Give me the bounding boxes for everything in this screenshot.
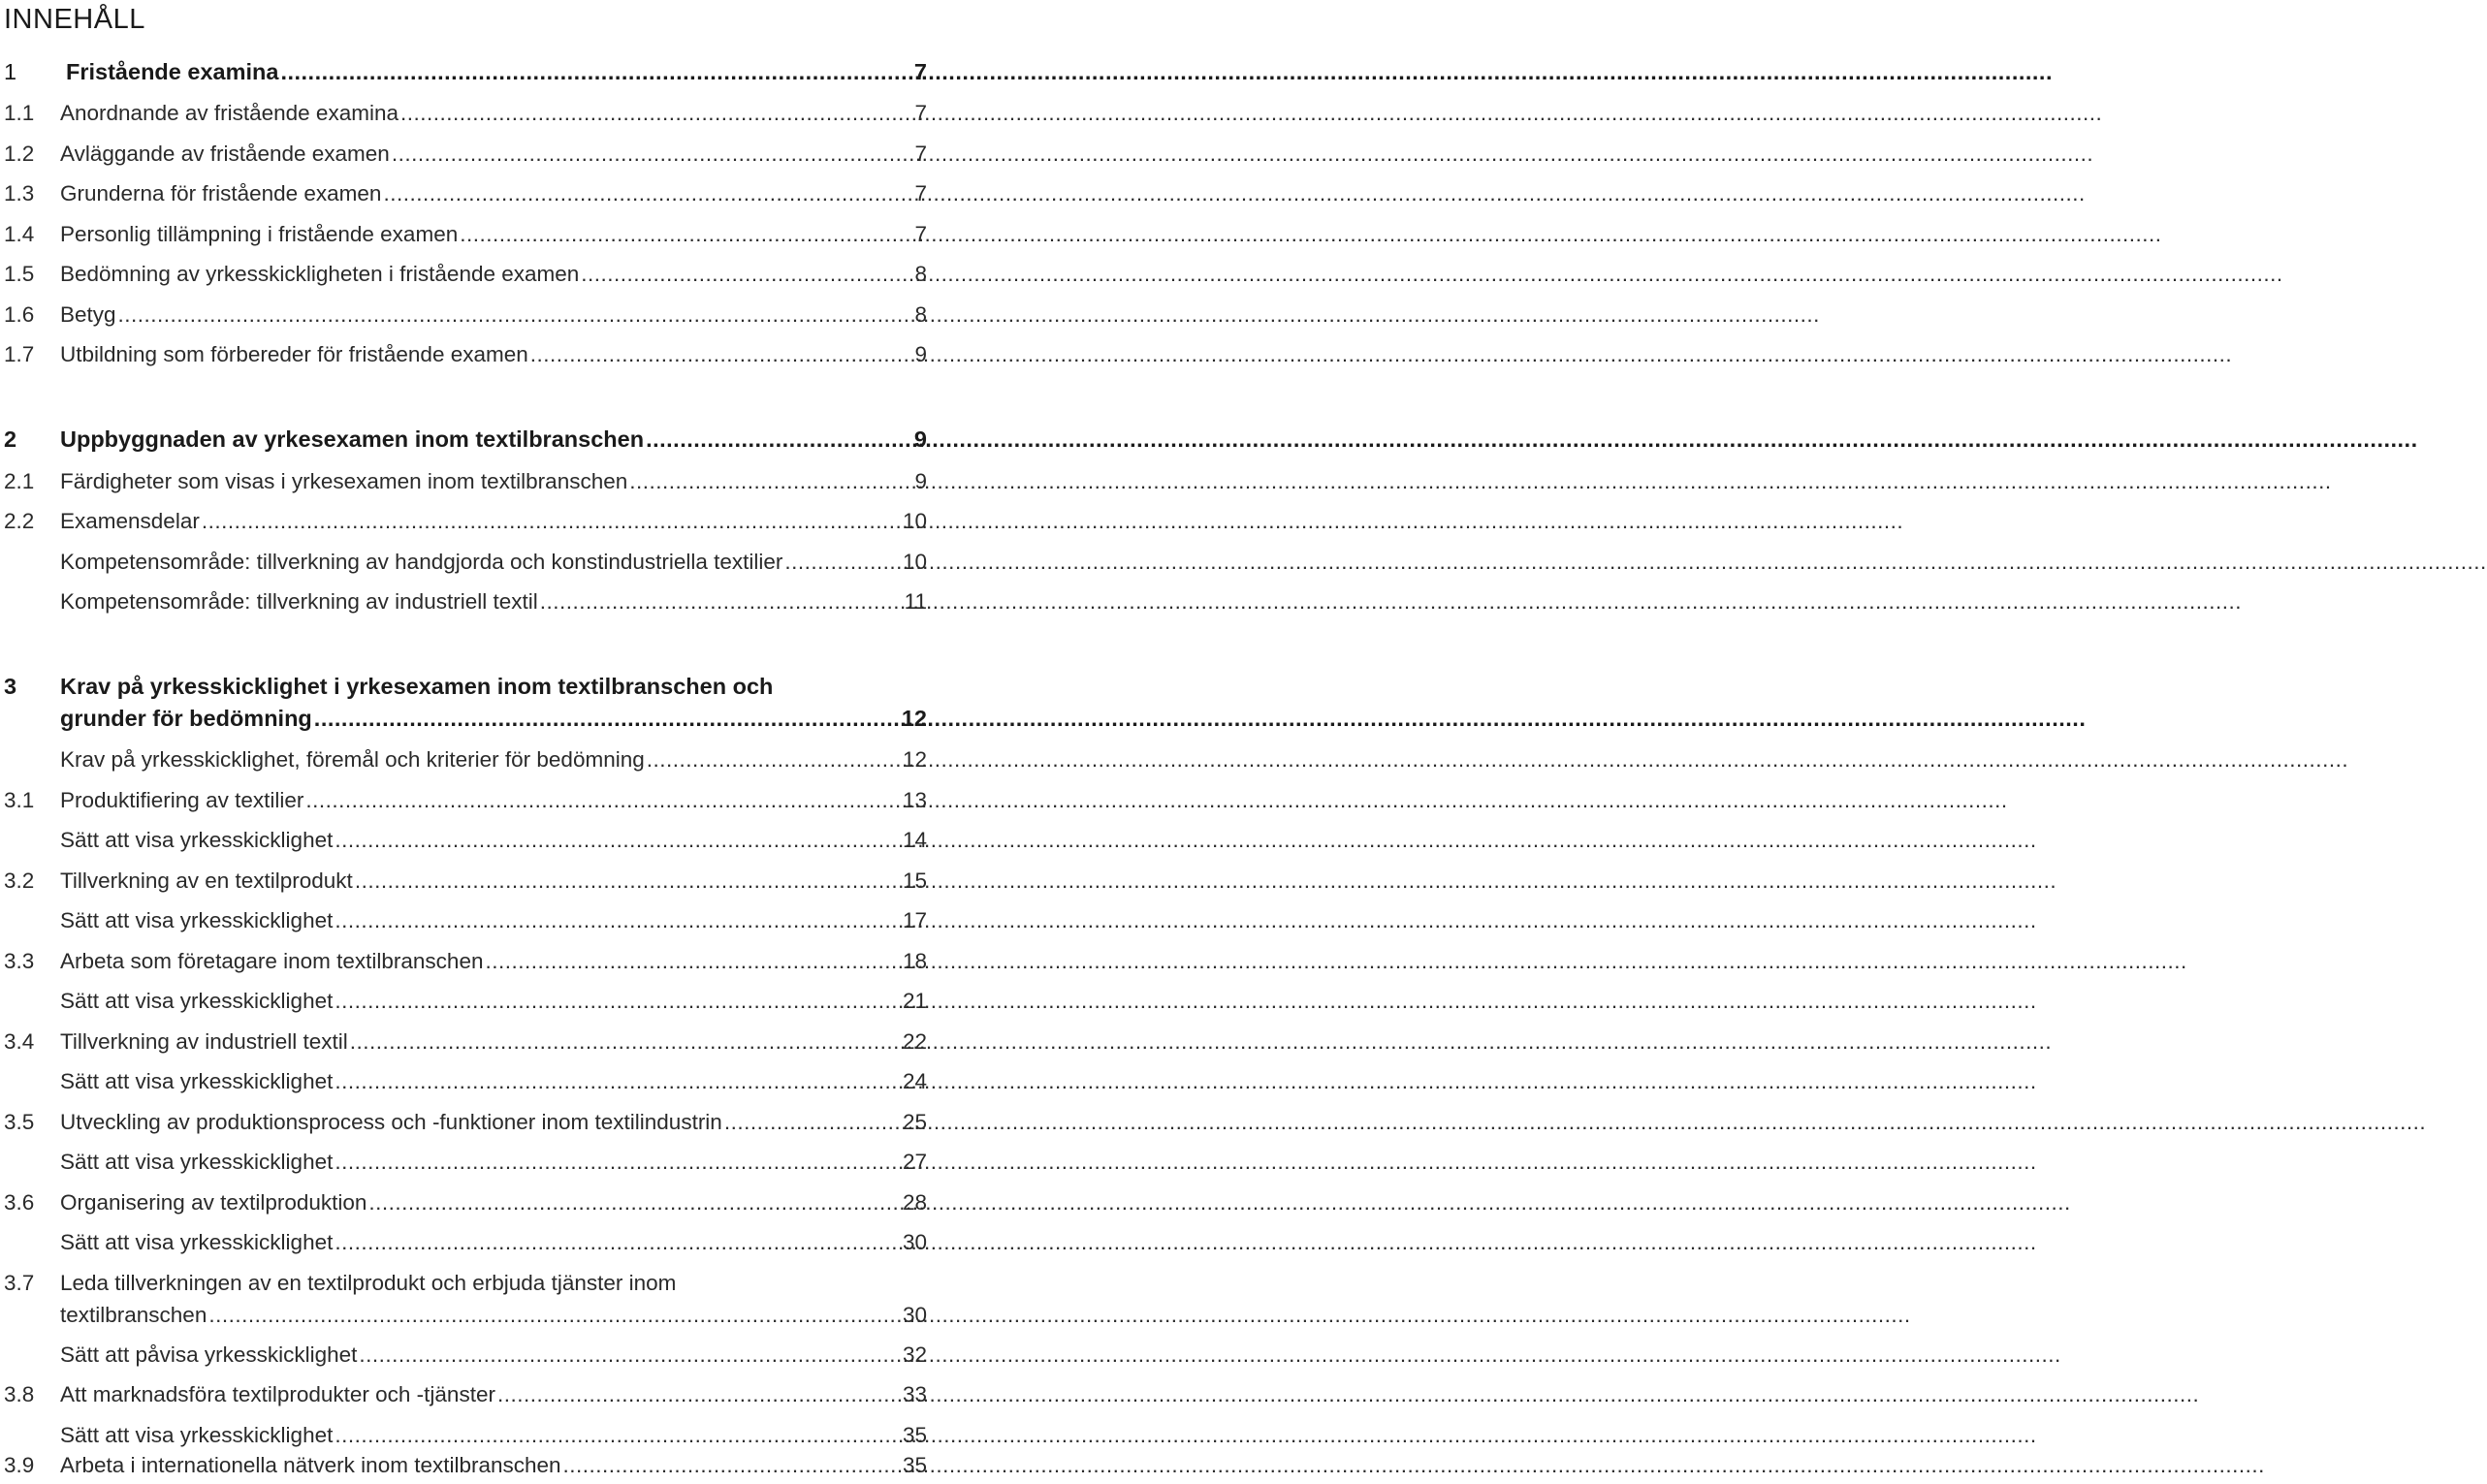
dot-leader bbox=[355, 866, 901, 897]
entry-title: textilbranschen bbox=[60, 1303, 207, 1327]
dot-leader bbox=[646, 424, 912, 455]
entry-page: 22 bbox=[902, 1029, 927, 1054]
entry-title: Tillverkning av en textilprodukt bbox=[60, 868, 353, 893]
toc-entry-satt-att-visa[interactable] bbox=[0, 1066, 927, 1097]
dot-leader bbox=[581, 259, 912, 290]
entry-number: 3.6 bbox=[4, 1190, 35, 1215]
entry-page: 9 bbox=[914, 469, 927, 493]
entry-title: Kompetensområde: tillverkning av industriell textil bbox=[60, 589, 538, 614]
dot-leader bbox=[497, 1379, 901, 1410]
entry-title: Krav på yrkesskicklighet, föremål och kriterier för bedömning bbox=[60, 747, 645, 772]
toc-entry-chapter-1[interactable] bbox=[0, 56, 927, 87]
toc-entry-1-7[interactable] bbox=[0, 339, 927, 370]
entry-number: 2.2 bbox=[4, 509, 35, 533]
entry-page: 8 bbox=[914, 262, 927, 286]
toc-entry-satt-att-visa[interactable] bbox=[0, 825, 927, 856]
dot-leader bbox=[368, 1187, 901, 1218]
toc-entry-3-6[interactable] bbox=[0, 1187, 927, 1218]
toc-entry-3-8[interactable] bbox=[0, 1379, 927, 1410]
dot-leader bbox=[335, 1066, 901, 1097]
entry-page: 10 bbox=[902, 509, 927, 533]
toc-entry-krav-kriterier[interactable] bbox=[0, 744, 927, 775]
entry-title: Utveckling av produktionsprocess och -funktioner inom textilindustrin bbox=[60, 1110, 722, 1134]
entry-page: 9 bbox=[914, 342, 927, 366]
dot-leader bbox=[335, 1147, 901, 1178]
entry-page: 7 bbox=[914, 142, 927, 166]
entry-title: Avläggande av fristående examen bbox=[60, 142, 390, 166]
entry-title: Fristående examina bbox=[66, 59, 279, 84]
toc-entry-2-2[interactable] bbox=[0, 506, 927, 537]
entry-title: Organisering av textilproduktion bbox=[60, 1190, 367, 1215]
entry-title: Sätt att visa yrkesskicklighet bbox=[60, 828, 334, 852]
entry-title: Sätt att visa yrkesskicklighet bbox=[60, 908, 334, 932]
entry-title: Examensdelar bbox=[60, 509, 200, 533]
entry-page: 27 bbox=[902, 1150, 927, 1174]
dot-leader bbox=[335, 1227, 901, 1258]
toc-entry-kompetens-handgjorda[interactable] bbox=[0, 547, 927, 578]
toc-entry-satt-att-pavisa[interactable] bbox=[0, 1340, 927, 1371]
entry-number: 3.5 bbox=[4, 1110, 35, 1134]
entry-title: Tillverkning av industriell textil bbox=[60, 1029, 348, 1054]
dot-leader bbox=[724, 1107, 901, 1138]
entry-title: Produktifiering av textilier bbox=[60, 788, 304, 812]
dot-leader bbox=[305, 785, 901, 816]
entry-title: Utbildning som förbereder för fristående examen bbox=[60, 342, 528, 366]
toc-entry-chapter-3[interactable] bbox=[0, 671, 927, 735]
entry-number: 1 bbox=[4, 59, 17, 84]
entry-page: 14 bbox=[902, 828, 927, 852]
dot-leader bbox=[629, 466, 912, 497]
entry-number: 1.3 bbox=[4, 181, 35, 205]
entry-number: 3 bbox=[4, 674, 17, 699]
dot-leader bbox=[563, 1450, 901, 1481]
entry-title: Kompetensområde: tillverkning av handgjorda och konstindustriella textilier bbox=[60, 550, 783, 574]
toc-entry-chapter-2[interactable] bbox=[0, 424, 927, 455]
entry-number: 3.9 bbox=[4, 1453, 35, 1477]
entry-page: 12 bbox=[902, 747, 927, 772]
entry-page: 17 bbox=[902, 908, 927, 932]
entry-title: Arbeta i internationella nätverk inom textilbranschen bbox=[60, 1453, 561, 1477]
dot-leader bbox=[335, 1420, 901, 1451]
entry-number: 3.1 bbox=[4, 788, 35, 812]
entry-page: 30 bbox=[902, 1230, 927, 1254]
entry-page: 30 bbox=[902, 1303, 927, 1327]
toc-entry-satt-att-visa[interactable] bbox=[0, 986, 927, 1017]
entry-number: 3.7 bbox=[4, 1271, 35, 1295]
entry-page: 7 bbox=[913, 59, 927, 84]
dot-leader bbox=[335, 986, 901, 1017]
toc-entry-satt-att-visa[interactable] bbox=[0, 1420, 927, 1451]
entry-page: 8 bbox=[914, 302, 927, 327]
toc-entry-satt-att-visa[interactable] bbox=[0, 905, 927, 936]
entry-page: 25 bbox=[902, 1110, 927, 1134]
entry-page: 7 bbox=[914, 181, 927, 205]
entry-number: 2.1 bbox=[4, 469, 35, 493]
entry-title: Uppbyggnaden av yrkesexamen inom textilbranschen bbox=[60, 426, 645, 452]
toc-entry-1-1[interactable] bbox=[0, 98, 927, 129]
entry-page: 15 bbox=[902, 868, 927, 893]
entry-page: 33 bbox=[902, 1382, 927, 1406]
entry-page: 13 bbox=[902, 788, 927, 812]
entry-page: 10 bbox=[902, 550, 927, 574]
dot-leader bbox=[350, 1026, 901, 1058]
entry-number: 1.1 bbox=[4, 101, 35, 125]
entry-page: 18 bbox=[902, 949, 927, 973]
toc-entry-3-2[interactable] bbox=[0, 866, 927, 897]
toc-entry-2-1[interactable] bbox=[0, 466, 927, 497]
dot-leader bbox=[118, 300, 913, 331]
entry-page: 28 bbox=[902, 1190, 927, 1215]
toc-entry-3-9[interactable] bbox=[0, 1450, 927, 1481]
dot-leader bbox=[314, 703, 900, 734]
dot-leader bbox=[383, 178, 912, 209]
toc-entry-kompetens-industriell[interactable] bbox=[0, 586, 927, 617]
entry-title: Sätt att visa yrkesskicklighet bbox=[60, 989, 334, 1013]
toc-entry-1-2[interactable] bbox=[0, 139, 927, 170]
entry-title: Arbeta som företagare inom textilbranschen bbox=[60, 949, 484, 973]
entry-title: Grunderna för fristående examen bbox=[60, 181, 382, 205]
dot-leader bbox=[202, 506, 901, 537]
dot-leader bbox=[530, 339, 913, 370]
entry-title: Att marknadsföra textilprodukter och -tjänster bbox=[60, 1382, 495, 1406]
entry-title: Sätt att visa yrkesskicklighet bbox=[60, 1150, 334, 1174]
entry-title: Personlig tillämpning i fristående examen bbox=[60, 222, 459, 246]
toc-entry-1-3[interactable] bbox=[0, 178, 927, 209]
dot-leader bbox=[400, 98, 913, 129]
dot-leader bbox=[208, 1300, 901, 1331]
entry-page: 24 bbox=[902, 1069, 927, 1093]
entry-title: Bedömning av yrkesskickligheten i fristående examen bbox=[60, 262, 580, 286]
toc-entry-1-6[interactable] bbox=[0, 300, 927, 331]
entry-number: 3.2 bbox=[4, 868, 35, 893]
entry-title: Anordnande av fristående examina bbox=[60, 101, 399, 125]
toc-entry-satt-att-visa[interactable] bbox=[0, 1227, 927, 1258]
entry-number: 1.7 bbox=[4, 342, 35, 366]
toc-entry-3-3[interactable] bbox=[0, 946, 927, 977]
toc-entry-satt-att-visa[interactable] bbox=[0, 1147, 927, 1178]
dot-leader bbox=[647, 744, 901, 775]
toc-entry-3-4[interactable] bbox=[0, 1026, 927, 1058]
entry-number: 1.2 bbox=[4, 142, 35, 166]
dot-leader bbox=[335, 825, 901, 856]
toc-title: INNEHÅLL bbox=[4, 4, 145, 35]
entry-page: 35 bbox=[902, 1423, 927, 1447]
entry-title: Färdigheter som visas i yrkesexamen inom textilbranschen bbox=[60, 469, 628, 493]
entry-page: 12 bbox=[901, 706, 927, 731]
entry-number: 3.8 bbox=[4, 1382, 35, 1406]
entry-number: 1.4 bbox=[4, 222, 35, 246]
entry-page: 21 bbox=[902, 989, 927, 1013]
entry-number: 2 bbox=[4, 426, 17, 452]
entry-title: Sätt att visa yrkesskicklighet bbox=[60, 1423, 334, 1447]
entry-number: 3.3 bbox=[4, 949, 35, 973]
entry-number: 1.6 bbox=[4, 302, 35, 327]
entry-number: 1.5 bbox=[4, 262, 35, 286]
toc-entry-3-5[interactable] bbox=[0, 1107, 927, 1138]
toc-entry-1-4[interactable] bbox=[0, 219, 927, 250]
entry-title: Sätt att påvisa yrkesskicklighet bbox=[60, 1342, 358, 1367]
toc-entry-3-7[interactable] bbox=[0, 1268, 927, 1332]
dot-leader bbox=[460, 219, 912, 250]
entry-title: Sätt att visa yrkesskicklighet bbox=[60, 1230, 334, 1254]
entry-page: 7 bbox=[914, 101, 927, 125]
entry-page: 11 bbox=[904, 589, 927, 614]
dot-leader bbox=[335, 905, 901, 936]
dot-leader bbox=[280, 56, 911, 87]
entry-title: Sätt att visa yrkesskicklighet bbox=[60, 1069, 334, 1093]
dot-leader bbox=[540, 586, 903, 617]
entry-page: 9 bbox=[913, 426, 927, 452]
toc-entry-3-1[interactable] bbox=[0, 785, 927, 816]
entry-title-line1: Krav på yrkesskicklighet i yrkesexamen inom textilbranschen och bbox=[60, 674, 774, 699]
entry-page: 32 bbox=[902, 1342, 927, 1367]
dot-leader bbox=[784, 547, 901, 578]
entry-number: 3.4 bbox=[4, 1029, 35, 1054]
entry-title: grunder för bedömning bbox=[60, 706, 312, 731]
dot-leader bbox=[359, 1340, 901, 1371]
dot-leader bbox=[485, 946, 900, 977]
toc-entry-1-5[interactable] bbox=[0, 259, 927, 290]
entry-title: Betyg bbox=[60, 302, 116, 327]
entry-page: 35 bbox=[902, 1453, 927, 1477]
entry-title-line1: Leda tillverkningen av en textilprodukt och erbjuda tjänster inom bbox=[60, 1271, 677, 1295]
dot-leader bbox=[392, 139, 913, 170]
entry-page: 7 bbox=[914, 222, 927, 246]
